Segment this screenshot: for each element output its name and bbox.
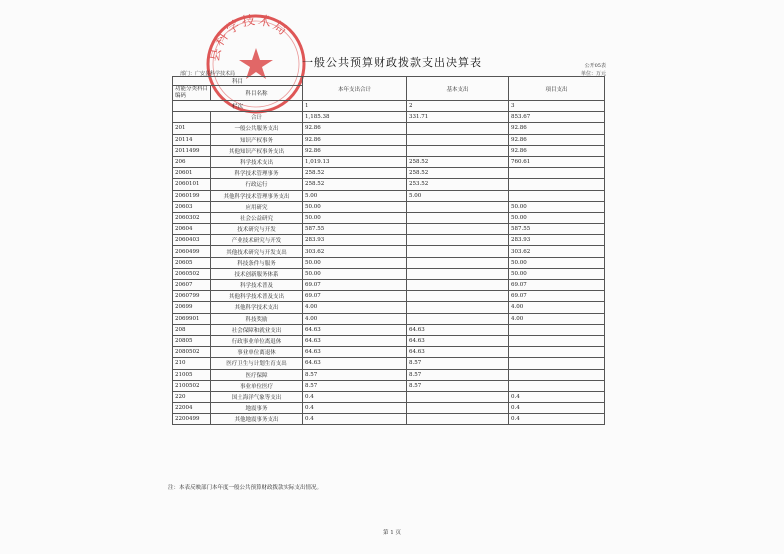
row-total: 303.62 (303, 246, 407, 257)
row-total: 50.00 (303, 201, 407, 212)
table-row (173, 414, 605, 425)
row-total: 258.52 (303, 168, 407, 179)
table-row (173, 291, 605, 302)
column-index-1: 1 (303, 101, 407, 112)
row-total: 50.00 (303, 257, 407, 268)
row-basic: 8.57 (407, 380, 509, 391)
row-total: 92.86 (303, 145, 407, 156)
row-name: 科学技术支出 (211, 156, 303, 167)
row-project: 92.86 (509, 134, 605, 145)
row-code: 21005 (173, 369, 211, 380)
row-name: 一般公共服务支出 (211, 123, 303, 134)
row-name: 其他科学技术普及支出 (211, 291, 303, 302)
row-name: 国土海洋气象等支出 (211, 391, 303, 402)
basic-col-header: 基本支出 (407, 77, 509, 101)
row-name: 事业单位医疗 (211, 380, 303, 391)
row-basic (407, 391, 509, 402)
row-total: 8.57 (303, 380, 407, 391)
table-row (173, 403, 605, 414)
row-project (509, 168, 605, 179)
row-name: 其他知识产权事务支出 (211, 145, 303, 156)
column-index-row (173, 101, 605, 112)
row-project: 92.86 (509, 145, 605, 156)
row-basic (407, 246, 509, 257)
table-row (173, 280, 605, 291)
table-row (173, 302, 605, 313)
expenditure-table (172, 76, 605, 425)
row-name: 行政事业单位离退休 (211, 335, 303, 346)
table-row (173, 212, 605, 223)
row-name: 地震事务 (211, 403, 303, 414)
row-project: 50.00 (509, 268, 605, 279)
row-basic: 5.00 (407, 190, 509, 201)
row-code: 2060302 (173, 212, 211, 223)
row-project: 283.93 (509, 235, 605, 246)
row-code (173, 112, 211, 123)
row-basic: 253.52 (407, 179, 509, 190)
row-project (509, 369, 605, 380)
row-code: 20607 (173, 280, 211, 291)
row-basic (407, 268, 509, 279)
row-name: 知识产权事务 (211, 134, 303, 145)
table-row (173, 380, 605, 391)
code-col-header: 功能分类科目编码 (173, 86, 211, 101)
row-basic (407, 414, 509, 425)
row-total: 0.4 (303, 391, 407, 402)
table-note: 注：本表反映部门本年度一般公共预算财政拨款实际支出情况。 (168, 485, 323, 491)
row-name: 社会保障和就业支出 (211, 324, 303, 335)
row-total: 92.86 (303, 134, 407, 145)
row-basic: 331.71 (407, 112, 509, 123)
table-row (173, 324, 605, 335)
row-code: 20601 (173, 168, 211, 179)
table-row (173, 313, 605, 324)
row-project: 50.00 (509, 201, 605, 212)
row-total: 8.57 (303, 369, 407, 380)
table-row (173, 145, 605, 156)
row-name: 应用研究 (211, 201, 303, 212)
row-basic: 258.52 (407, 168, 509, 179)
row-total: 64.63 (303, 358, 407, 369)
row-name: 科技条件与服务 (211, 257, 303, 268)
row-basic (407, 145, 509, 156)
row-project (509, 347, 605, 358)
row-basic (407, 291, 509, 302)
row-project: 50.00 (509, 257, 605, 268)
row-code: 20605 (173, 257, 211, 268)
row-project: 587.55 (509, 224, 605, 235)
row-total: 69.07 (303, 280, 407, 291)
row-basic (407, 403, 509, 414)
row-name: 其他科学技术管理事务支出 (211, 190, 303, 201)
row-total: 64.63 (303, 324, 407, 335)
row-name: 技术创新服务体系 (211, 268, 303, 279)
form-code: 公开05表 (584, 63, 606, 69)
row-basic: 258.52 (407, 156, 509, 167)
row-total: 69.07 (303, 291, 407, 302)
table-row (173, 246, 605, 257)
row-total: 92.86 (303, 123, 407, 134)
row-project: 4.00 (509, 302, 605, 313)
table-row (173, 335, 605, 346)
row-project (509, 380, 605, 391)
row-total: 5.00 (303, 190, 407, 201)
row-total: 4.00 (303, 313, 407, 324)
row-basic: 64.63 (407, 324, 509, 335)
unit-label: 单位：万元 (580, 71, 606, 77)
svg-text:县科学技术局: 县科学技术局 (207, 12, 291, 63)
row-code: 2080502 (173, 347, 211, 358)
table-row (173, 257, 605, 268)
row-basic (407, 313, 509, 324)
table-row (173, 190, 605, 201)
table-header-top (173, 77, 605, 86)
row-project: 0.4 (509, 403, 605, 414)
row-basic: 8.57 (407, 369, 509, 380)
row-basic (407, 280, 509, 291)
row-code: 2060499 (173, 246, 211, 257)
row-total: 1,185.38 (303, 112, 407, 123)
row-basic (407, 257, 509, 268)
row-project: 69.07 (509, 280, 605, 291)
table-row (173, 358, 605, 369)
row-total: 0.4 (303, 403, 407, 414)
row-project: 303.62 (509, 246, 605, 257)
row-total: 64.63 (303, 335, 407, 346)
row-name: 事业单位离退休 (211, 347, 303, 358)
row-name: 科技奖励 (211, 313, 303, 324)
row-name: 产业技术研究与开发 (211, 235, 303, 246)
row-name: 合计 (211, 112, 303, 123)
row-name: 科学技术普及 (211, 280, 303, 291)
row-total: 0.4 (303, 414, 407, 425)
row-basic: 64.63 (407, 347, 509, 358)
row-basic (407, 201, 509, 212)
total-col-header: 本年支出合计 (303, 77, 407, 101)
row-name: 医疗卫生与计划生育支出 (211, 358, 303, 369)
row-code: 20805 (173, 335, 211, 346)
table-row (173, 391, 605, 402)
row-code: 2069901 (173, 313, 211, 324)
row-basic: 8.57 (407, 358, 509, 369)
row-code: 2100502 (173, 380, 211, 391)
row-total: 1,019.13 (303, 156, 407, 167)
row-code: 20114 (173, 134, 211, 145)
row-total: 258.52 (303, 179, 407, 190)
row-code: 2060199 (173, 190, 211, 201)
table-row (173, 112, 605, 123)
row-code: 210 (173, 358, 211, 369)
row-project (509, 190, 605, 201)
table-row (173, 268, 605, 279)
row-project: 0.4 (509, 414, 605, 425)
row-code: 220 (173, 391, 211, 402)
table-row (173, 347, 605, 358)
row-total: 50.00 (303, 212, 407, 223)
row-basic (407, 235, 509, 246)
row-project: 50.00 (509, 212, 605, 223)
row-code: 20604 (173, 224, 211, 235)
row-name: 社会公益研究 (211, 212, 303, 223)
row-name: 行政运行 (211, 179, 303, 190)
row-basic (407, 134, 509, 145)
row-code: 208 (173, 324, 211, 335)
row-code: 2060403 (173, 235, 211, 246)
row-name: 其他技术研究与开发支出 (211, 246, 303, 257)
row-project (509, 324, 605, 335)
row-name: 其他地震事务支出 (211, 414, 303, 425)
row-basic: 64.63 (407, 335, 509, 346)
row-total: 64.63 (303, 347, 407, 358)
column-index-label: 栏次 (173, 101, 303, 112)
project-col-header: 项目支出 (509, 77, 605, 101)
row-total: 4.00 (303, 302, 407, 313)
row-name: 技术研究与开发 (211, 224, 303, 235)
row-basic (407, 302, 509, 313)
row-name: 其他科学技术支出 (211, 302, 303, 313)
row-code: 201 (173, 123, 211, 134)
row-code: 2060101 (173, 179, 211, 190)
department-label: 部门：广安县科学技术局 (180, 71, 236, 77)
row-code: 2200499 (173, 414, 211, 425)
row-name: 科学技术管理事务 (211, 168, 303, 179)
table-row (173, 224, 605, 235)
column-index-2: 2 (407, 101, 509, 112)
table-row (173, 179, 605, 190)
row-project: 0.4 (509, 391, 605, 402)
table-row (173, 369, 605, 380)
row-code: 22004 (173, 403, 211, 414)
table-row (173, 235, 605, 246)
row-project: 4.00 (509, 313, 605, 324)
row-project: 69.07 (509, 291, 605, 302)
column-index-3: 3 (509, 101, 605, 112)
row-project: 760.61 (509, 156, 605, 167)
row-basic (407, 224, 509, 235)
row-project (509, 179, 605, 190)
row-code: 20603 (173, 201, 211, 212)
name-col-header: 科目名称 (211, 86, 303, 101)
row-total: 283.93 (303, 235, 407, 246)
table-row (173, 156, 605, 167)
row-project (509, 335, 605, 346)
subject-header: 科目 (173, 77, 303, 86)
row-project: 853.67 (509, 112, 605, 123)
row-total: 587.55 (303, 224, 407, 235)
row-code: 2060502 (173, 268, 211, 279)
document-title: 一般公共预算财政拨款支出决算表 (302, 56, 482, 69)
table-row (173, 123, 605, 134)
table-row (173, 168, 605, 179)
row-project: 92.86 (509, 123, 605, 134)
table-row (173, 134, 605, 145)
row-basic (407, 123, 509, 134)
row-code: 20699 (173, 302, 211, 313)
row-total: 50.00 (303, 268, 407, 279)
page-number: 第 1 页 (383, 530, 401, 536)
row-code: 206 (173, 156, 211, 167)
row-code: 2060799 (173, 291, 211, 302)
table-row (173, 201, 605, 212)
row-name: 医疗保障 (211, 369, 303, 380)
row-code: 2011499 (173, 145, 211, 156)
row-basic (407, 212, 509, 223)
row-project (509, 358, 605, 369)
